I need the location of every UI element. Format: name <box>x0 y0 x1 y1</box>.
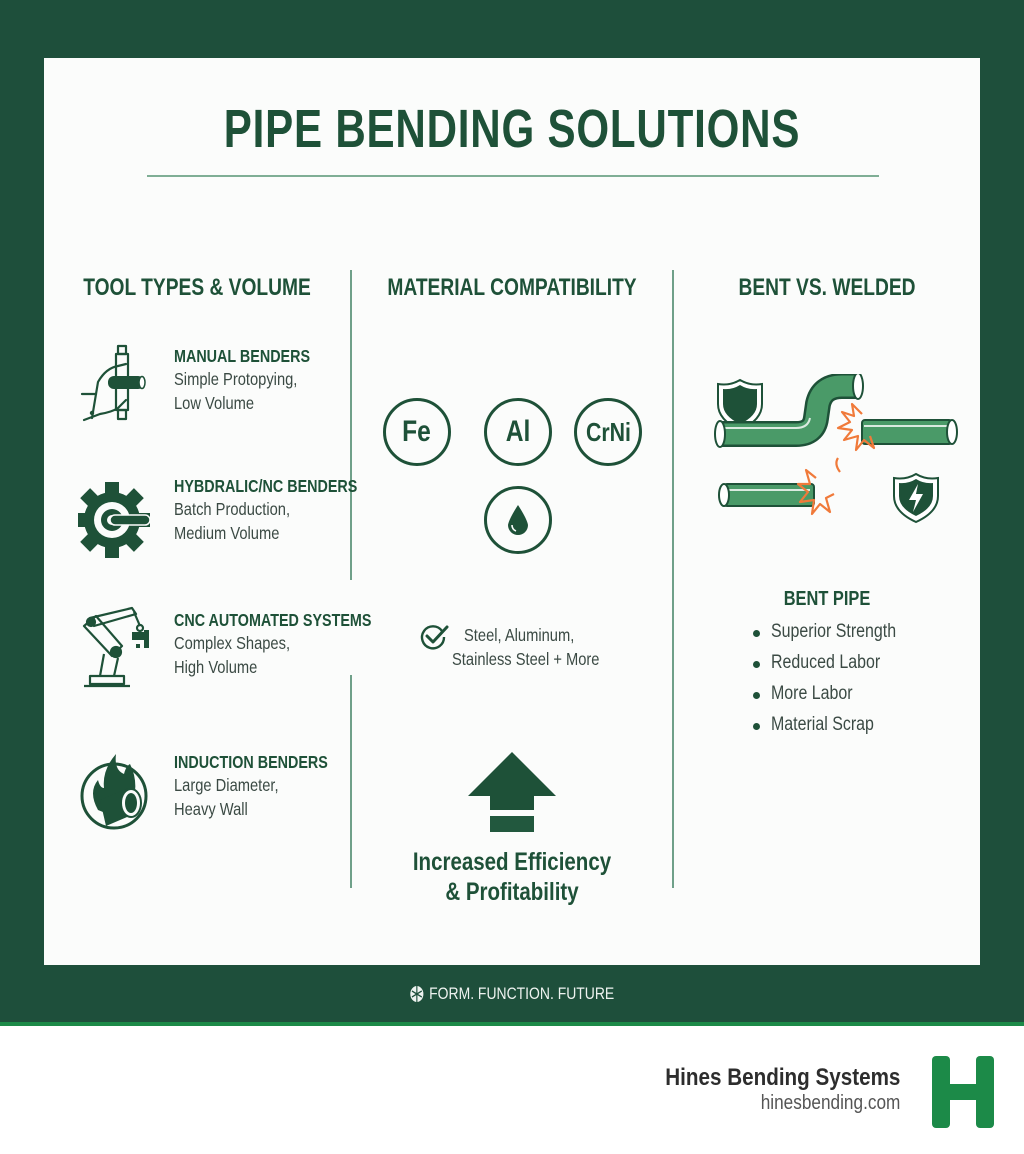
column-divider <box>350 675 352 888</box>
bullet-icon <box>753 630 760 637</box>
drop-badge <box>484 486 552 554</box>
compat-line1: Steel, Aluminum, <box>464 625 575 645</box>
list-item <box>751 714 920 745</box>
column-heading-tools: TOOL TYPES & VOLUME <box>83 274 311 301</box>
tool-title: MANUAL BENDERS <box>174 346 311 366</box>
brand-logo-h-icon <box>930 1054 996 1130</box>
tool-title: HYBDRALIC/NC BENDERS <box>174 476 358 496</box>
column-heading-bent-vs-welded: BENT VS. WELDED <box>738 274 916 301</box>
bent-pipe-heading: BENT PIPE <box>783 588 871 610</box>
tool-desc-line2: Heavy Wall <box>174 799 248 819</box>
column-divider <box>350 270 352 580</box>
compat-line2: Stainless Steel + More <box>452 649 600 669</box>
gear-bender-icon <box>78 476 150 562</box>
element-badge-crni <box>574 398 642 466</box>
bent-vs-welded-illustration <box>710 374 960 534</box>
check-circle-icon <box>420 623 450 651</box>
page-title: PIPE BENDING SOLUTIONS <box>223 99 801 159</box>
tool-desc-line1: Complex Shapes, <box>174 633 291 653</box>
tool-item-cnc <box>44 606 372 696</box>
drop-icon <box>505 503 531 537</box>
bent-pipe-list <box>751 621 920 745</box>
arrow-up-icon <box>468 752 556 834</box>
tagline-text: FORM. FUNCTION. FUTURE <box>429 984 615 1003</box>
infographic-panel <box>44 58 980 965</box>
list-item <box>751 621 920 652</box>
element-symbol: Fe <box>402 415 432 448</box>
bullet-text: Material Scrap <box>771 714 874 735</box>
tool-title: INDUCTION BENDERS <box>174 752 328 772</box>
bullet-text: More Labor <box>771 683 853 704</box>
tool-item-manual <box>44 342 344 432</box>
tool-desc-line2: High Volume <box>174 657 258 677</box>
tool-desc-line1: Large Diameter, <box>174 775 279 795</box>
bullet-icon <box>753 692 760 699</box>
flame-pipe-icon <box>78 748 150 834</box>
bullet-icon <box>753 661 760 668</box>
frame-accent-stripe <box>0 1022 1024 1026</box>
list-item <box>751 683 920 714</box>
bullet-text: Reduced Labor <box>771 652 881 673</box>
bullet-icon <box>753 723 760 730</box>
tool-item-induction <box>44 748 344 838</box>
element-badge-al <box>484 398 552 466</box>
robot-arm-icon <box>78 606 150 692</box>
title-divider <box>147 175 879 177</box>
brand-url[interactable]: hinesbending.com <box>760 1092 900 1114</box>
brand-name: Hines Bending Systems <box>664 1064 900 1091</box>
element-symbol: Al <box>505 415 531 448</box>
globe-leaf-icon <box>410 985 425 1003</box>
tool-desc-line1: Batch Production, <box>174 499 291 519</box>
tool-desc-line2: Medium Volume <box>174 523 280 543</box>
element-badge-fe <box>383 398 451 466</box>
footer-tagline <box>0 984 1024 1008</box>
list-item <box>751 652 920 683</box>
tool-title: CNC AUTOMATED SYSTEMS <box>174 610 372 630</box>
efficiency-line1: Increased Efficiency <box>412 848 612 876</box>
efficiency-line2: & Profitability <box>445 878 579 906</box>
column-divider <box>672 270 674 888</box>
element-symbol: CrNi <box>585 416 631 447</box>
tool-desc-line1: Simple Protopying, <box>174 369 298 389</box>
column-heading-materials: MATERIAL COMPATIBILITY <box>387 274 637 301</box>
bullet-text: Superior Strength <box>771 621 897 642</box>
hand-bender-icon <box>78 342 150 428</box>
tool-desc-line2: Low Volume <box>174 393 255 413</box>
tool-item-hydraulic <box>44 472 358 562</box>
